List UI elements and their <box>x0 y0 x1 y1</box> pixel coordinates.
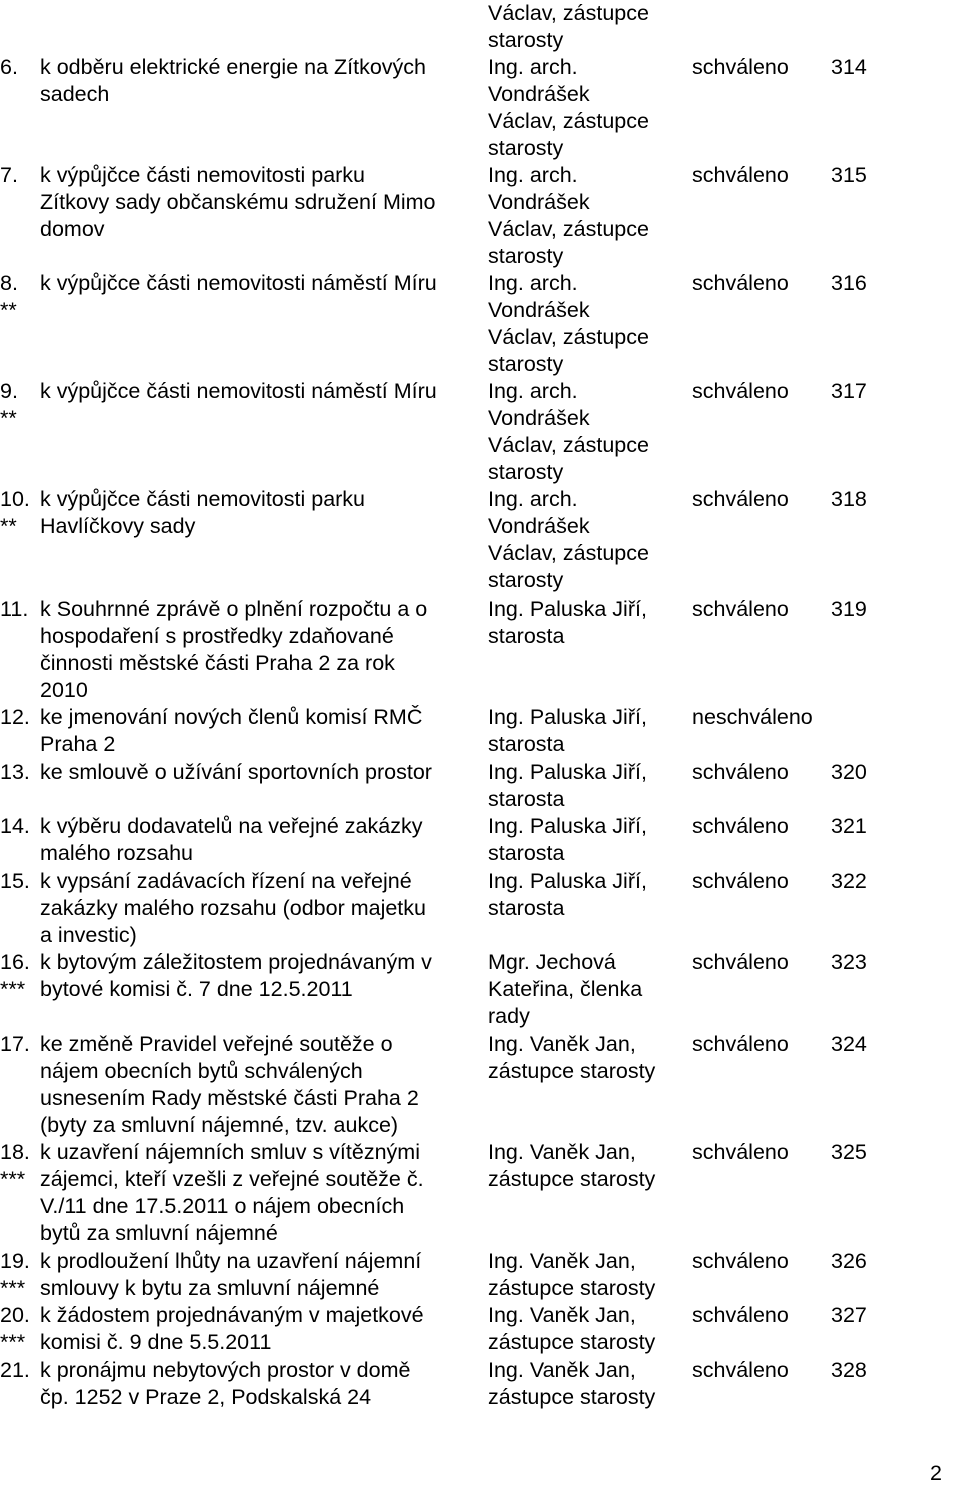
presenter-line: Vondrášek <box>488 190 590 214</box>
result-status: schváleno <box>692 1249 789 1273</box>
presenter-line: rady <box>488 1004 530 1028</box>
result-status: schváleno <box>692 487 789 511</box>
item-subject-line: k výpůjčce části nemovitosti náměstí Míru <box>40 379 437 403</box>
item-number: 15. <box>0 869 30 893</box>
item-subject-line: činnosti městské části Praha 2 za rok <box>40 651 395 675</box>
presenter-line: Vondrášek <box>488 82 590 106</box>
presenter-line: starosta <box>488 841 565 865</box>
resolution-number: 323 <box>831 950 867 974</box>
result-status: schváleno <box>692 597 789 621</box>
presenter-line: Kateřina, členka <box>488 977 643 1001</box>
presenter-line: Ing. Vaněk Jan, <box>488 1303 636 1327</box>
presenter-line: Vondrášek <box>488 298 590 322</box>
presenter-line: starosty <box>488 28 564 52</box>
result-status: schváleno <box>692 760 789 784</box>
presenter-line: zástupce starosty <box>488 1330 656 1354</box>
presenter-line: Ing. arch. <box>488 271 578 295</box>
presenter-line: Václav, zástupce <box>488 541 649 565</box>
item-subject-line: Havlíčkovy sady <box>40 514 196 538</box>
item-subject-line: k odběru elektrické energie na Zítkových <box>40 55 427 79</box>
item-subject-line: usnesením Rady městské části Praha 2 <box>40 1086 419 1110</box>
item-subject-line: a investic) <box>40 923 137 947</box>
presenter-line: Václav, zástupce <box>488 217 649 241</box>
presenter-line: Ing. Vaněk Jan, <box>488 1358 636 1382</box>
item-subject-line: (byty za smluvní nájemné, tzv. aukce) <box>40 1113 399 1137</box>
item-subject-line: k výpůjčce části nemovitosti parku <box>40 487 366 511</box>
presenter-line: Ing. Vaněk Jan, <box>488 1032 636 1056</box>
presenter-line: starosty <box>488 352 564 376</box>
presenter-line: zástupce starosty <box>488 1059 656 1083</box>
result-status: neschváleno <box>692 705 813 729</box>
item-number: 19. <box>0 1249 30 1273</box>
presenter-line: Ing. arch. <box>488 55 578 79</box>
presenter-line: Ing. Paluska Jiří, <box>488 869 647 893</box>
presenter-line: Mgr. Jechová <box>488 950 616 974</box>
page-number: 2 <box>930 1461 942 1485</box>
item-subject-line: smlouvy k bytu za smluvní nájemné <box>40 1276 380 1300</box>
item-number: 16. <box>0 950 30 974</box>
presenter-line: starosty <box>488 244 564 268</box>
presenter-line: starosta <box>488 624 565 648</box>
item-subject-line: čp. 1252 v Praze 2, Podskalská 24 <box>40 1385 372 1409</box>
item-number: 20. <box>0 1303 30 1327</box>
item-marker: *** <box>0 1167 26 1191</box>
resolution-number: 325 <box>831 1140 867 1164</box>
item-number: 14. <box>0 814 30 838</box>
result-status: schváleno <box>692 950 789 974</box>
item-subject-line: Praha 2 <box>40 732 116 756</box>
result-status: schváleno <box>692 1358 789 1382</box>
item-subject-line: malého rozsahu <box>40 841 193 865</box>
item-number: 11. <box>0 597 29 621</box>
item-marker: ** <box>0 298 17 322</box>
resolution-number: 316 <box>831 271 867 295</box>
item-subject-line: ke smlouvě o užívání sportovních prostor <box>40 760 432 784</box>
item-number: 6. <box>0 55 18 79</box>
item-subject-line: bytů za smluvní nájemné <box>40 1221 278 1245</box>
presenter-line: Ing. Paluska Jiří, <box>488 597 647 621</box>
item-number: 18. <box>0 1140 30 1164</box>
item-subject-line: V./11 dne 17.5.2011 o nájem obecních <box>40 1194 405 1218</box>
result-status: schváleno <box>692 163 789 187</box>
item-number: 21. <box>0 1358 30 1382</box>
item-number: 10. <box>0 487 30 511</box>
presenter-line: starosta <box>488 732 565 756</box>
presenter-line: Ing. arch. <box>488 379 578 403</box>
resolution-number: 314 <box>831 55 867 79</box>
result-status: schváleno <box>692 1140 789 1164</box>
item-subject-line: k žádostem projednávaným v majetkové <box>40 1303 424 1327</box>
item-subject-line: bytové komisi č. 7 dne 12.5.2011 <box>40 977 353 1001</box>
item-number: 7. <box>0 163 18 187</box>
item-subject-line: Zítkovy sady občanskému sdružení Mimo <box>40 190 436 214</box>
item-subject-line: k Souhrnné zprávě o plnění rozpočtu a o <box>40 597 428 621</box>
item-subject-line: zakázky malého rozsahu (odbor majetku <box>40 896 426 920</box>
presenter-line: starosta <box>488 787 565 811</box>
presenter-line: Václav, zástupce <box>488 1 649 25</box>
item-subject-line: ke změně Pravidel veřejné soutěže o <box>40 1032 393 1056</box>
result-status: schváleno <box>692 869 789 893</box>
item-subject-line: domov <box>40 217 105 241</box>
item-subject-line: sadech <box>40 82 110 106</box>
item-subject-line: hospodaření s prostředky zdaňované <box>40 624 394 648</box>
presenter-line: Ing. arch. <box>488 487 578 511</box>
item-subject-line: k výpůjčce části nemovitosti parku <box>40 163 366 187</box>
item-number: 9. <box>0 379 18 403</box>
item-marker: *** <box>0 977 26 1001</box>
item-subject-line: k výběru dodavatelů na veřejné zakázky <box>40 814 423 838</box>
presenter-line: Ing. Paluska Jiří, <box>488 760 647 784</box>
presenter-line: Vondrášek <box>488 406 590 430</box>
presenter-line: Ing. arch. <box>488 163 578 187</box>
item-marker: ** <box>0 514 17 538</box>
resolution-number: 321 <box>831 814 867 838</box>
item-number: 17. <box>0 1032 30 1056</box>
resolution-number: 315 <box>831 163 867 187</box>
item-subject-line: 2010 <box>40 678 88 702</box>
item-marker: *** <box>0 1330 26 1354</box>
item-subject-line: k pronájmu nebytových prostor v domě <box>40 1358 411 1382</box>
resolution-number: 326 <box>831 1249 867 1273</box>
resolution-number: 317 <box>831 379 867 403</box>
item-subject-line: ke jmenování nových členů komisí RMČ <box>40 705 423 729</box>
presenter-line: Václav, zástupce <box>488 109 649 133</box>
presenter-line: starosty <box>488 568 564 592</box>
result-status: schváleno <box>692 1032 789 1056</box>
presenter-line: zástupce starosty <box>488 1276 656 1300</box>
presenter-line: Vondrášek <box>488 514 590 538</box>
resolution-number: 318 <box>831 487 867 511</box>
item-subject-line: nájem obecních bytů schválených <box>40 1059 363 1083</box>
presenter-line: zástupce starosty <box>488 1167 656 1191</box>
presenter-line: starosty <box>488 136 564 160</box>
presenter-line: Ing. Vaněk Jan, <box>488 1140 636 1164</box>
item-number: 13. <box>0 760 30 784</box>
result-status: schváleno <box>692 55 789 79</box>
item-subject-line: zájemci, kteří vzešli z veřejné soutěže č. <box>40 1167 424 1191</box>
item-marker: *** <box>0 1276 26 1300</box>
item-subject-line: k prodloužení lhůty na uzavření nájemní <box>40 1249 422 1273</box>
item-subject-line: komisi č. 9 dne 5.5.2011 <box>40 1330 272 1354</box>
item-subject-line: k vypsání zadávacích řízení na veřejné <box>40 869 412 893</box>
resolution-number: 319 <box>831 597 867 621</box>
presenter-line: Václav, zástupce <box>488 433 649 457</box>
presenter-line: Ing. Vaněk Jan, <box>488 1249 636 1273</box>
resolution-number: 328 <box>831 1358 867 1382</box>
item-subject-line: k uzavření nájemních smluv s vítěznými <box>40 1140 420 1164</box>
result-status: schváleno <box>692 271 789 295</box>
resolution-number: 320 <box>831 760 867 784</box>
presenter-line: starosta <box>488 896 565 920</box>
resolution-number: 324 <box>831 1032 867 1056</box>
presenter-line: Ing. Paluska Jiří, <box>488 705 647 729</box>
resolution-number: 327 <box>831 1303 867 1327</box>
presenter-line: Václav, zástupce <box>488 325 649 349</box>
item-marker: ** <box>0 406 17 430</box>
presenter-line: zástupce starosty <box>488 1385 656 1409</box>
result-status: schváleno <box>692 1303 789 1327</box>
item-subject-line: k bytovým záležitostem projednávaným v <box>40 950 432 974</box>
resolution-number: 322 <box>831 869 867 893</box>
presenter-line: Ing. Paluska Jiří, <box>488 814 647 838</box>
item-number: 12. <box>0 705 30 729</box>
presenter-line: starosty <box>488 460 564 484</box>
item-number: 8. <box>0 271 18 295</box>
result-status: schváleno <box>692 379 789 403</box>
item-subject-line: k výpůjčce části nemovitosti náměstí Míru <box>40 271 437 295</box>
result-status: schváleno <box>692 814 789 838</box>
